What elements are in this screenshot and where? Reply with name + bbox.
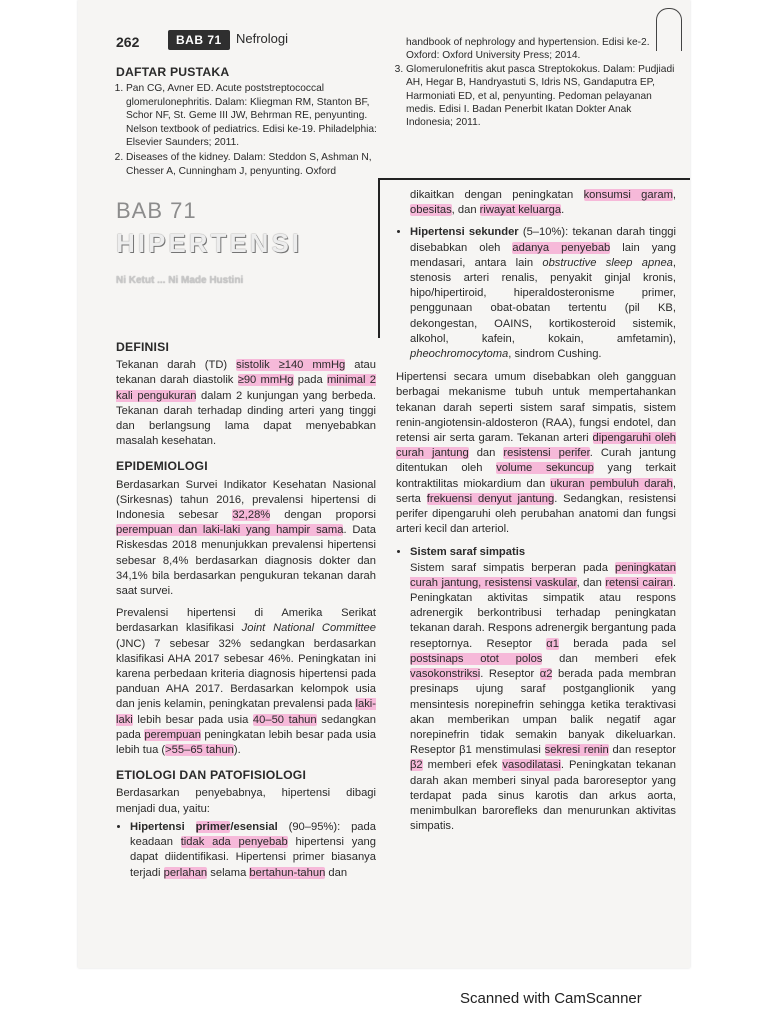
- etiologi-heading: ETIOLOGI DAN PATOFISIOLOGI: [116, 768, 307, 783]
- chapter-title: Nefrologi: [236, 31, 289, 46]
- simpatis-list: [396, 545, 676, 834]
- left-column: [116, 340, 376, 885]
- patofisiologi-paragraph: Hipertensi secara umum disebabkan oleh gangguan berbagai mekanisme tubuh untuk mempertahankan tekanan darah seperti sistem saraf simpatis, sistem renin-angiotensin-aldosteron (RAA), fungsi endotel, dan retensi air serta garam. Tekanan arteri dipengaruhi oleh curah jantung dan resistensi perifer. Curah jantung ditentukan oleh volume sekuncup yang terkait kontraktilitas miokardium dan ukuran pembuluh darah, serta frekuensi denyut jantung. Sedangkan, resistensi perifer dipengaruhi oleh perubahan anatomi dan fungsi arteri kecil dan arteriol.: [396, 371, 677, 536]
- definisi-paragraph: Tekanan darah (TD) sistolik ≥140 mmHg atau tekanan darah diastolik ≥90 mmHg pada minimal 2 kali pengukuran dalam 2 kunjungan yang berbeda. Tekanan darah terhadap dinding arteri yang tinggi dan berlangsung lama dapat menyebabkan masalah kesehatan.: [116, 359, 376, 448]
- reference-item: 1. Pan CG, Avner ED. Acute poststreptococcal glomerulonephritis. Dalam: Kliegman RM, Stanton BF, Schor NF, St. Geme III JW, Behrman RE, penyunting. Nelson textbook of pediatrics. Edisi ke-19. Philadelphia: Elsevier Saunders; 2011.: [126, 82, 378, 149]
- epidemiologi-paragraph-1: Berdasarkan Survei Indikator Kesehatan Nasional (Sirkesnas) tahun 2016, prevalensi hipertensi di Indonesia sebesar 32,28% dengan proporsi perempuan dan laki-laki yang hampir sama. Data Riskesdas 2018 menunjukkan prevalensi hipertensi sebesar 8,4% berdasarkan diagnosis dokter dan 34,1% bila berdasarkan pengukuran tekanan darah saat survei.: [116, 478, 376, 598]
- bab-number: BAB 71: [116, 198, 197, 223]
- section-divider: [378, 178, 690, 180]
- primer-continuation: dikaitkan dengan peningkatan konsumsi garam, obesitas, dan riwayat keluarga.: [410, 189, 677, 217]
- chapter-name: HIPERTENSI: [116, 228, 303, 258]
- chapter-authors: Ni Ketut ... Ni Made Hustini: [116, 275, 244, 286]
- reference-item: 3. Glomerulonefritis akut pasca Streptokokus. Dalam: Pudjiadi AH, Hegar B, Handryastuti S, Idris NS, Gandaputra EP, Harmoniati ED, et al, penyunting. Pedoman pelayanan medis. Edisi I. Badan Penerbit Ikatan Dokter Anak Indonesia; 2011.: [406, 63, 676, 130]
- bab-tag: BAB 71: [168, 30, 230, 50]
- scanner-watermark: Scanned with CamScanner: [460, 990, 642, 1007]
- sekunder-list: [396, 225, 676, 362]
- references-heading: DAFTAR PUSTAKA: [116, 65, 230, 79]
- definisi-heading: DEFINISI: [116, 340, 170, 354]
- references-left: [116, 66, 378, 180]
- page-number: 262: [116, 34, 140, 50]
- right-column: [396, 188, 676, 838]
- reference-continuation: handbook of nephrology and hypertension. Edisi ke-2. Oxford: Oxford University Press; 2014.: [406, 37, 650, 62]
- etiologi-list: [116, 820, 376, 881]
- references-right: [396, 36, 676, 132]
- epidemiologi-heading: EPIDEMIOLOGI: [116, 459, 208, 474]
- reference-item: 2. Diseases of the kidney. Dalam: Steddon S, Ashman N, Chesser A, Cunningham J, penyunting. Oxford: [126, 151, 378, 178]
- list-item-simpatis: • Sistem saraf simpatis Sistem saraf simpatis berperan pada peningkatan curah jantung, resistensi vaskular, dan retensi cairan. Peningkatan aktivitas simpatik atau respons adrenergik berkontribusi terhadap peningkatan tekanan darah. Respons adrenergik bergantung pada reseptornya. Reseptor α1 berada pada sel postsinaps otot polos dan memberi efek vasokonstriksi. Reseptor α2 berada pada membran presinaps ujung saraf postganglionik yang mensintesis norepinefrin sehingga ketika teraktivasi akan memberikan umpan balik negatif agar norepinefrin tidak semakin banyak dikeluarkan. Reseptor β1 menstimulasi sekresi renin dan reseptor β2 memberi efek vasodilatasi. Peningkatan tekanan darah akan memberi sinyal pada baroreseptor yang terdapat pada sinus karotis dan arkus aorta, menimbulkan barorefleks dan menurunkan aktivitas simpatis.: [410, 545, 676, 834]
- list-item-primer: • Hipertensi primer/esensial (90–95%): pada keadaan tidak ada penyebab hipertensi yang dapat diidentifikasi. Hipertensi primer biasanya terjadi perlahan selama bertahun-tahun dan: [130, 820, 376, 881]
- etiologi-intro: Berdasarkan penyebabnya, hipertensi dibagi menjadi dua, yaitu:: [116, 787, 376, 815]
- document-page: [78, 0, 690, 968]
- column-divider: [378, 178, 380, 338]
- epidemiologi-paragraph-2: Prevalensi hipertensi di Amerika Serikat berdasarkan klasifikasi Joint National Committee (JNC) 7 sebesar 32% sedangkan berdasarkan klasifikasi AHA 2017 sebesar 46%. Peningkatan ini karena perbedaan kriteria diagnosis hipertensi pada panduan AHA 2017. Berdasarkan kelompok usia dan jenis kelamin, peningkatan prevalensi pada laki-laki lebih besar pada usia 40–50 tahun sedangkan pada perempuan peningkatan lebih besar pada usia lebih tua (>55–65 tahun).: [116, 607, 377, 757]
- chapter-title-box: [116, 198, 372, 306]
- list-item-sekunder: • Hipertensi sekunder (5–10%): tekanan darah tinggi disebabkan oleh adanya penyebab lain yang mendasari, antara lain obstructive sleep apnea, stenosis arteri renalis, penyakit ginjal kronis, hipo/hipertiroid, hiperaldosteronisme primer, penggunaan obat-obatan tertentu (pil KB, dekongestan, OAINS, kortikosteroid sistemik, alkohol, kafein, kokain, amfetamin), pheochromocytoma, sindrom Cushing.: [410, 225, 676, 362]
